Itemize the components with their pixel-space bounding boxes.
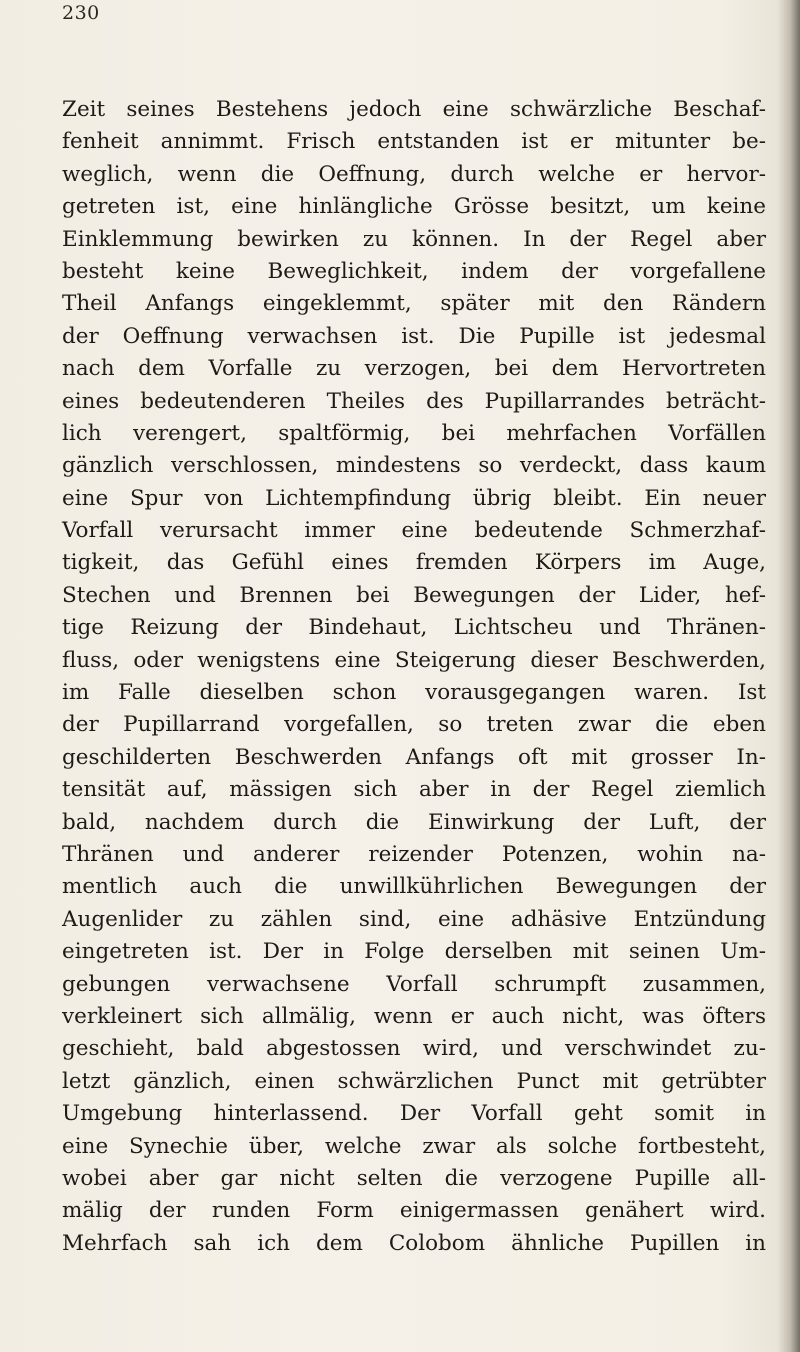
text-line: tige Reizung der Bindehaut, Lichtscheu und Thränen- [62, 615, 766, 641]
text-line: mentlich auch die unwillkührlichen Bewegungen der [62, 874, 766, 900]
text-line: Mehrfach sah ich dem Colobom ähnliche Pupillen in [62, 1230, 766, 1256]
text-line: nach dem Vorfalle zu verzogen, bei dem Hervortreten [62, 356, 766, 382]
text-line: getreten ist, eine hinlängliche Grösse besitzt, um keine [62, 194, 766, 220]
text-line: Thränen und anderer reizender Potenzen, wohin na- [62, 841, 766, 867]
text-line: geschilderten Beschwerden Anfangs oft mit grosser In- [62, 744, 766, 770]
text-line: wobei aber gar nicht selten die verzogene Pupille all- [62, 1165, 766, 1191]
text-line: eingetreten ist. Der in Folge derselben mit seinen Um- [62, 939, 766, 965]
text-line: mälig der runden Form einigermassen genähert wird. [62, 1198, 766, 1224]
body-text [62, 94, 766, 1260]
text-line: bald, nachdem durch die Einwirkung der Luft, der [62, 809, 766, 835]
text-line: der Oeffnung verwachsen ist. Die Pupille ist jedesmal [62, 323, 766, 349]
text-line: fluss, oder wenigstens eine Steigerung dieser Beschwerden, [62, 647, 766, 673]
text-line: geschieht, bald abgestossen wird, und verschwindet zu- [62, 1036, 766, 1062]
page-edge-shadow [778, 0, 800, 1352]
text-line: Einklemmung bewirken zu können. In der Regel aber [62, 226, 766, 252]
text-line: tensität auf, mässigen sich aber in der Regel ziemlich [62, 777, 766, 803]
text-line: letzt gänzlich, einen schwärzlichen Punct mit getrübter [62, 1068, 766, 1094]
text-line: Zeit seines Bestehens jedoch eine schwärzliche Beschaf- [62, 97, 766, 122]
text-line: verkleinert sich allmälig, wenn er auch nicht, was öfters [62, 1003, 766, 1029]
page-number: 230 [62, 2, 100, 24]
text-line: gebungen verwachsene Vorfall schrumpft zusammen, [62, 971, 766, 997]
text-line: besteht keine Beweglichkeit, indem der vorgefallene [62, 258, 766, 284]
text-line: tigkeit, das Gefühl eines fremden Körpers im Auge, [62, 550, 766, 576]
text-line: eine Synechie über, welche zwar als solche fortbesteht, [62, 1133, 766, 1159]
text-line: Stechen und Brennen bei Bewegungen der Lider, hef- [62, 582, 766, 608]
text-line: im Falle dieselben schon vorausgegangen waren. Ist [62, 680, 766, 706]
text-line: weglich, wenn die Oeffnung, durch welche er hervor- [62, 161, 766, 187]
text-line: Theil Anfangs eingeklemmt, später mit den Rändern [62, 291, 766, 317]
text-line: eines bedeutenderen Theiles des Pupillarrandes beträcht- [62, 388, 766, 414]
text-line: eine Spur von Lichtempfindung übrig bleibt. Ein neuer [62, 485, 766, 511]
text-line: Vorfall verursacht immer eine bedeutende Schmerzhaf- [62, 518, 766, 544]
text-line: gänzlich verschlossen, mindestens so verdeckt, dass kaum [62, 453, 766, 479]
text-line: lich verengert, spaltförmig, bei mehrfachen Vorfällen [62, 420, 766, 446]
text-line: Umgebung hinterlassend. Der Vorfall geht somit in [62, 1101, 766, 1127]
text-line: der Pupillarrand vorgefallen, so treten zwar die eben [62, 712, 766, 738]
text-line: fenheit annimmt. Frisch entstanden ist er mitunter be- [62, 129, 766, 155]
text-line: Augenlider zu zählen sind, eine adhäsive Entzündung [62, 906, 766, 932]
